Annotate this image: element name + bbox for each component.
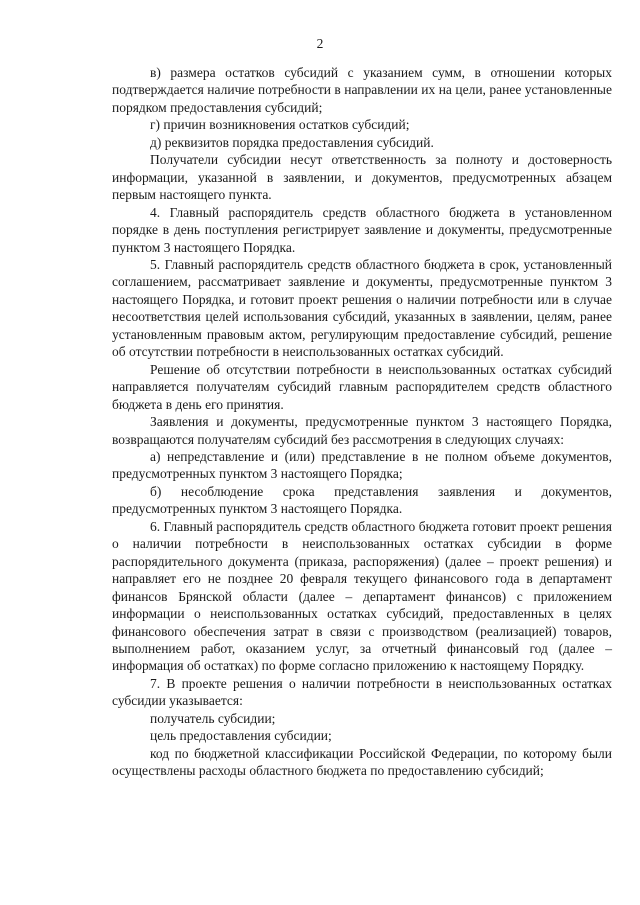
paragraph-no-need-decision: Решение об отсутствии потребности в неиспользованных остатках субсидий направляется получателям субсидий главным распорядителем средств областного бюджета в день его принятия. bbox=[112, 361, 612, 412]
paragraph-v-residual-amounts: в) размера остатков субсидий с указанием сумм, в отношении которых подтверждается наличие потребности в направлении их на цели, ранее установленные порядком предоставления субсидий; bbox=[112, 65, 612, 115]
paragraph-clause-5: 5. Главный распорядитель средств областного бюджета в срок, установленный соглашением, рассматривает заявление и документы, предусмотренные пунктом 3 настоящего Порядка, и готовит проект решения о наличии потребности или в случае несоответствия целей использования субсидий, указанных в заявлении, целям, ранее установленным правовым актом, регулирующим предоставление субсидий, решение об отсутствии потребности в неиспользованных остатках субсидий. bbox=[112, 256, 612, 360]
paragraph-case-a: а) непредставление и (или) представление в не полном объеме документов, предусмотренных пунктом 3 настоящего Порядка; bbox=[112, 448, 612, 482]
paragraph-g-residual-reasons: г) причин возникновения остатков субсидий; bbox=[150, 117, 410, 133]
paragraph-clause-4: 4. Главный распорядитель средств областного бюджета в установленном порядке в день поступления регистрирует заявление и документы, предусмотренные пунктом 3 настоящего Порядка. bbox=[112, 204, 612, 255]
paragraph-case-b: б) несоблюдение срока представления заявления и документов, предусмотренных пунктом 3 настоящего Порядка. bbox=[112, 483, 612, 517]
paragraph-d-procedure-details: д) реквизитов порядка предоставления субсидий. bbox=[150, 134, 434, 150]
paragraph-recipient-responsibility: Получатели субсидии несут ответственность за полноту и достоверность информации, указанной в заявлении, и документов, предусмотренных абзацем первым настоящего пункта. bbox=[112, 152, 612, 203]
page-number: 2 bbox=[316, 36, 324, 51]
paragraph-item-purpose: цель предоставления субсидии; bbox=[150, 728, 332, 744]
paragraph-item-budget-code: код по бюджетной классификации Российской Федерации, по которому были осуществлены расходы областного бюджета по предоставлению субсидий; bbox=[112, 745, 612, 779]
paragraph-clause-7: 7. В проекте решения о наличии потребности в неиспользованных остатках субсидии указывается: bbox=[112, 675, 612, 709]
paragraph-return-cases: Заявления и документы, предусмотренные пунктом 3 настоящего Порядка, возвращаются получателям субсидий без рассмотрения в следующих случаях: bbox=[112, 414, 612, 447]
document-body bbox=[112, 64, 612, 780]
paragraph-item-recipient: получатель субсидии; bbox=[150, 710, 276, 726]
paragraph-clause-6: 6. Главный распорядитель средств областного бюджета готовит проект решения о наличии потребности в неиспользованных остатках субсидии в форме распорядительного документа (приказа, распоряжения) (далее – проект решения) и направляет его не позднее 20 февраля текущего финансового года в департамент финансов Брянской области (далее – департамент финансов) с приложением информации о неиспользованных остатках субсидий, предоставленных в целях финансового обеспечения затрат в связи с производством (реализацией) товаров, выполнением работ, оказанием услуг, за отчетный финансовый год (далее – информация об остатках) по форме согласно приложению к настоящему Порядку. bbox=[112, 518, 612, 674]
